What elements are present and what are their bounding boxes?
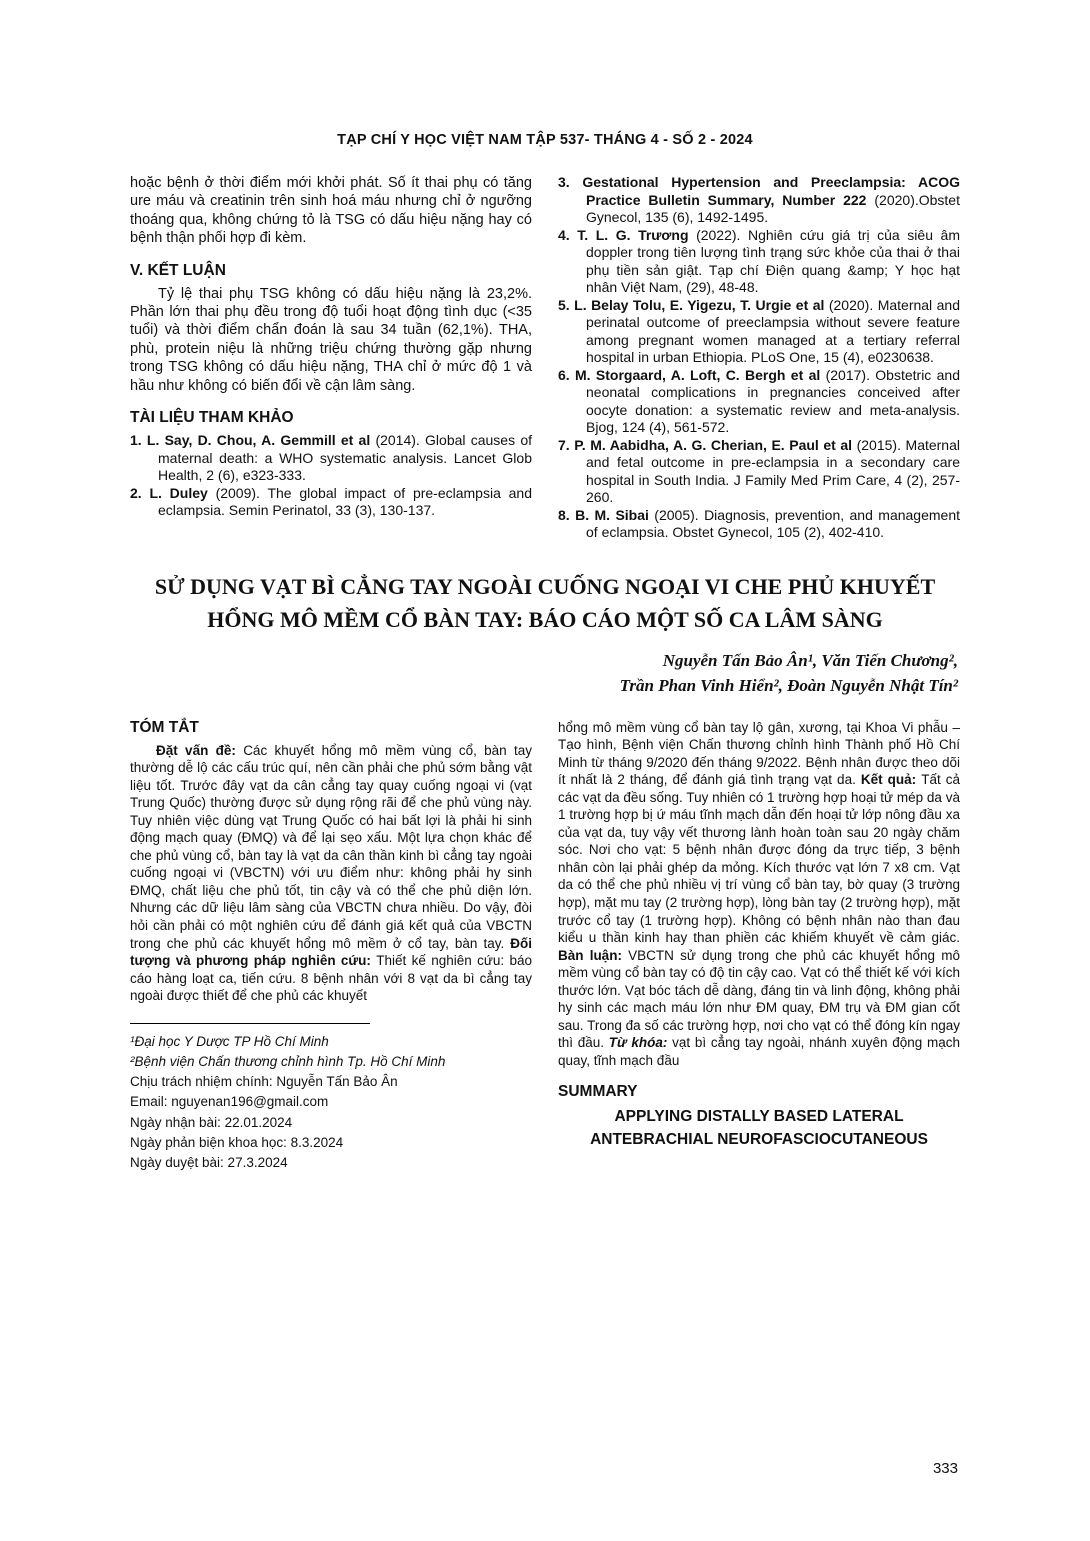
text-segment: Các khuyết hổng mô mềm vùng cổ, bàn tay thường dễ lộ các cấu trúc quí, nên cần phải che phủ sớm bằng vật liệu tốt. Trước đây vạt da cân cẳng tay quay cuống ngoại vi (vạt Trung Quốc) thường được sử dụng rộng rãi để che phủ vùng này. Tuy nhiên việc dùng vạt Trung Quốc có hai bất lợi là phải hi sinh động mạch quay (ĐMQ) và để lại sẹo xấu. Một lựa chọn khác để che phủ vùng cổ, bàn tay là vạt da cân thần kinh bì cẳng tay ngoài cuống ngoại vi (VBCTN) với ưu điểm như: không phải hy sinh ĐMQ, chất liệu che phủ tốt, tin cậy và có thể che phủ diện lớn. Nhưng các dữ liệu lâm sàng của VBCTN chưa nhiều. Do vậy, đòi hỏi cần phải có một nghiên cứu để đánh giá kết quả của VBCTN trong che phủ các khuyết hổng mô mềm ở cổ tay, bàn tay. [130,742,532,951]
conclusion-heading: V. KẾT LUẬN [130,261,226,279]
text-segment: Thiết kế nghiên cứu: báo cáo hàng loạt ca, tiến cứu. 8 bệnh nhân với 8 vạt da bì cẳng tay ngoài được thiết để che phủ các khuyết [130,953,532,1004]
text-segment: Đối tượng và phương pháp nghiên cứu: [130,935,532,969]
reference-authors: 4. T. L. G. Trương [558,226,689,243]
footnote-line: Email: nguyenan196@gmail.com [130,1094,329,1110]
reference-text: (2009). The global impact of pre-eclampsia and eclampsia. Semin Perinatol, 33 (3), 130-137. [158,484,532,519]
journal-header: TẠP CHÍ Y HỌC VIỆT NAM TẬP 537- THÁNG 4 - SỐ 2 - 2024 [337,132,753,148]
reference-authors: 7. P. M. Aabidha, A. G. Cherian, E. Paul et al [558,436,853,453]
reference-authors: 2. L. Duley [130,484,208,501]
article2-title-line2: HỔNG MÔ MỀM CỔ BÀN TAY: BÁO CÁO MỘT SỐ CA LÂM SÀNG [207,606,883,632]
reference-item [558,227,960,297]
abstract-part1 [130,742,532,1005]
article1-right-column [558,174,960,542]
authors-line2: Trần Phan Vinh Hiển², Đoàn Nguyễn Nhật Tín² [619,676,958,695]
reference-item [130,432,532,485]
reference-authors: 5. L. Belay Tolu, E. Yigezu, T. Urgie et al [558,296,825,313]
reference-item [558,507,960,542]
article1-left-column [130,174,532,542]
article2-title [130,570,960,636]
summary-title-line1: APPLYING DISTALLY BASED LATERAL [614,1108,904,1126]
reference-text: (2022). Nghiên cứu giá trị của siêu âm doppler trong tiên lượng tình trạng sức khỏe của thai ở thai phụ tiền sản giật. Tạp chí Điện quang &amp; Y học hạt nhân Việt Nam, (29), 48-48. [586,226,960,295]
references-heading: TÀI LIỆU THAM KHẢO [130,409,294,427]
article1-section [130,174,960,542]
footnotes-block [130,1032,532,1174]
footnote-line: Ngày phản biện khoa học: 8.3.2024 [130,1134,344,1150]
references-list-left [130,432,532,520]
conclusion-paragraph: Tỷ lệ thai phụ TSG không có dấu hiệu nặng là 23,2%. Phần lớn thai phụ đều trong độ tuổi hoạt động tình dục (<35 tuổi) và thời điểm chẩn đoán là sau 34 tuần (62,1%). THA, phù, protein niệu là những triệu chứng thường gặp nhưng trong TSG không có dấu hiệu nặng, THA chỉ ở mức độ 1 và hầu như không có biến đổi về cận lâm sàng. [130,285,532,394]
reference-text: (2014). Global causes of maternal death: a WHO systematic analysis. Lancet Glob Health, 2 (6), e323-333. [158,432,532,484]
reference-text: (2020). Maternal and perinatal outcome of preeclampsia without severe feature among pregnant women managed at a tertiary referral hospital in urban Ethiopia. PLoS One, 15 (4), e0230638. [586,296,960,365]
abstract-heading: TÓM TẮT [130,718,199,736]
reference-item [558,367,960,437]
continuation-paragraph: hoặc bệnh ở thời điểm mới khởi phát. Số ít thai phụ có tăng ure máu và creatinin trên sinh hoá máu nhưng chỉ ở ngưỡng thoáng qua, không chứng tỏ là TSG có dấu hiệu nặng hay có bệnh thận phối hợp đi kèm. [130,175,532,247]
article2-left-column [130,719,532,1174]
page-number: 333 [932,1460,958,1477]
text-segment: Bàn luận: [558,947,629,963]
article2-authors [130,648,960,699]
text-segment: Kết quả: [860,772,922,788]
reference-item [558,297,960,367]
reference-item [558,437,960,507]
reference-authors: 3. Gestational Hypertension and Preeclampsia: ACOG Practice Bulletin Summary, Number 222 [558,174,960,208]
article2-right-column [558,719,960,1174]
footnote-line: ¹Đại học Y Dược TP Hồ Chí Minh [130,1033,329,1049]
reference-authors: 8. B. M. Sibai [558,506,649,523]
footnote-line: Chịu trách nhiệm chính: Nguyễn Tấn Bảo Ân [130,1074,398,1090]
text-segment: vạt bì cẳng tay ngoài, nhánh xuyên động mạch quay, tĩnh mạch đầu [558,1035,960,1068]
text-segment: Từ khóa: [608,1035,673,1051]
footnote-line: ²Bệnh viện Chấn thương chỉnh hình Tp. Hồ Chí Minh [130,1053,446,1069]
footnote-line: Ngày nhận bài: 22.01.2024 [130,1114,293,1130]
reference-authors: 6. M. Storgaard, A. Loft, C. Bergh et al [558,366,821,383]
text-segment: hổng mô mềm vùng cổ bàn tay lộ gân, xương, tại Khoa Vi phẫu – Tạo hình, Bệnh viện Chấn thương chỉnh hình Thành phố Hồ Chí Minh từ tháng 9/2020 đến tháng 9/2022. Bệnh nhân được theo dõi ít nhất là 2 tháng, để đánh giá tình trạng vạt da. [558,719,960,788]
article2-title-line1: SỬ DỤNG VẠT BÌ CẲNG TAY NGOÀI CUỐNG NGOẠI VI CHE PHỦ KHUYẾT [154,573,936,599]
reference-authors: 1. L. Say, D. Chou, A. Gemmill et al [130,432,371,449]
reference-item [130,485,532,520]
reference-text: (2005). Diagnosis, prevention, and management of eclampsia. Obstet Gynecol, 105 (2), 402-410. [586,506,960,540]
authors-line1: Nguyễn Tấn Bảo Ân¹, Văn Tiến Chương², [662,650,958,670]
reference-text: (2017). Obstetric and neonatal complications in pregnancies conceived after oocyte donation: a systematic review and meta-analysis. Bjog, 124 (4), 561-572. [586,366,960,435]
summary-title [558,1106,960,1151]
references-list-right [558,174,960,542]
text-segment: Đặt vấn đề: [156,742,244,758]
footnote-line: Ngày duyệt bài: 27.3.2024 [130,1155,288,1171]
article2-section [130,719,960,1174]
reference-text: (2020).Obstet Gynecol, 135 (6), 1492-1495. [586,191,960,225]
abstract-part2 [558,719,960,1070]
reference-text: (2015). Maternal and fetal outcome in pre-eclampsia in a secondary care hospital in South India. J Family Med Prim Care, 4 (2), 257-260. [586,436,960,505]
summary-title-line2: ANTEBRACHIAL NEUROFASCIOCUTANEOUS [590,1130,928,1148]
text-segment: Tất cả các vạt da đều sống. Tuy nhiên có 1 trường hợp hoại tử mép da và 1 trường hợp bị ứ máu tĩnh mạch dẫn đến hoại tử lớp nông đầu xa của vạt da, tuy vậy vết thương lành hoàn toàn sau 20 ngày chăm sóc. Nơi cho vạt: 5 bệnh nhân được đóng da trực tiếp, 3 bệnh nhân còn lại phải ghép da mỏng. Kích thước vạt lớn 7 x8 cm. Vạt da có thể che phủ nhiều vị trí vùng cổ bàn tay, bờ quay (3 trường hợp), mặt mu tay (2 trường hợp), lòng bàn tay (2 trường hợp), mặt trước cổ tay (1 trường hợp). Không có bệnh nhân nào than đau kiểu u thần kinh hay than phiền các khiếm khuyết về cảm giác. [558,772,961,946]
footnote-divider [130,1023,370,1024]
summary-heading: SUMMARY [558,1083,638,1101]
text-segment: VBCTN sử dụng trong che phủ các khuyết hổng mô mềm vùng cổ bàn tay có độ tin cậy cao. Vạt có thể thiết kế với kích thước lớn. Vạt bóc tách dễ dàng, đáng tin và linh động, không phải hy sinh các mạch máu lớn như ĐM quay, ĐM trụ và ĐM gian cốt sau. Trong đa số các trường hợp, nơi cho vạt có thể đóng kín ngay thì đầu. [558,947,960,1051]
reference-item [558,174,960,227]
